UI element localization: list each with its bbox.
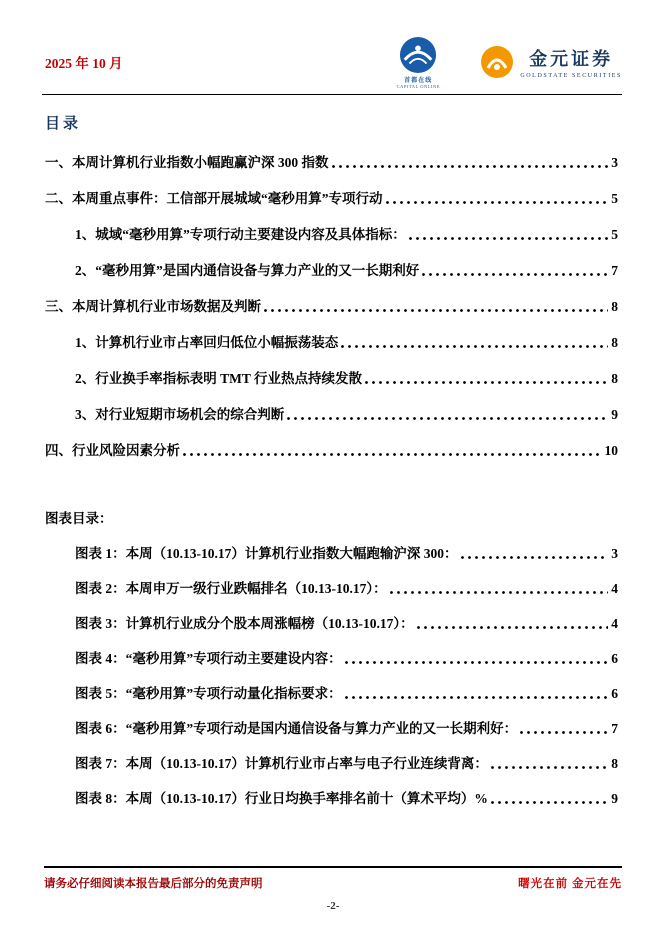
figure-item-row[interactable]: [45, 754, 618, 774]
figure-item-page-number: 8: [611, 756, 618, 771]
toc-item-page-number: 5: [611, 227, 618, 242]
dot-leader: [409, 237, 609, 241]
toc-item-row[interactable]: [45, 369, 618, 389]
figure-item-text: 图表 7：本周（10.13-10.17）计算机行业市占率与电子行业连续背离：: [75, 756, 488, 771]
report-date: 2025 年 10 月: [45, 56, 123, 71]
toc-item-row[interactable]: [45, 297, 618, 317]
toc-item-row[interactable]: [45, 405, 618, 425]
dot-leader: [390, 591, 609, 595]
goldstate-logo-subtext: GOLDSTATE SECURITIES: [520, 73, 622, 79]
toc-item-row[interactable]: [45, 225, 618, 245]
goldstate-securities-logo: [480, 45, 622, 79]
figure-item-row[interactable]: [45, 789, 618, 809]
dot-leader: [461, 556, 609, 560]
figure-item-text: 图表 4：“毫秒用算”专项行动主要建设内容：: [75, 651, 342, 666]
figure-item-text: 图表 2：本周申万一级行业跌幅排名（10.13-10.17）：: [75, 581, 387, 596]
dot-leader: [365, 381, 608, 385]
figure-item-row[interactable]: [45, 579, 618, 599]
figure-item-text: 图表 5：“毫秒用算”专项行动量化指标要求：: [75, 686, 342, 701]
report-footer: [44, 866, 622, 912]
dot-leader: [183, 453, 602, 457]
figure-item-text: 图表 6：“毫秒用算”专项行动是国内通信设备与算力产业的又一长期利好：: [75, 721, 518, 736]
toc-item-row[interactable]: [45, 333, 618, 353]
figure-item-page-number: 4: [611, 581, 618, 596]
figure-item-row[interactable]: [45, 684, 618, 704]
toc-title: 目录: [45, 116, 82, 132]
dot-leader: [386, 201, 609, 205]
dot-leader: [345, 661, 609, 665]
dot-leader: [491, 766, 608, 770]
toc-item-row[interactable]: [45, 189, 618, 209]
figure-item-page-number: 9: [611, 791, 618, 806]
toc-item-page-number: 8: [611, 371, 618, 386]
dot-leader: [332, 165, 609, 169]
figure-item-row[interactable]: [45, 614, 618, 634]
dot-leader: [422, 273, 608, 277]
toc-item-page-number: 3: [611, 155, 618, 170]
dot-leader: [417, 626, 609, 630]
dot-leader: [520, 731, 608, 735]
capital-online-logo-text: 首都在线: [404, 77, 433, 84]
disclaimer-text: 请务必仔细阅读本报告最后部分的免责声明: [44, 878, 263, 890]
logos: [372, 36, 622, 89]
footer-divider: [44, 866, 622, 868]
toc-item-row[interactable]: [45, 441, 618, 461]
toc-item-text: 1、城域“毫秒用算”专项行动主要建设内容及具体指标：: [75, 227, 406, 242]
footer-row: [44, 875, 622, 891]
toc-item-text: 四、行业风险因素分析: [45, 443, 180, 458]
toc-list: [45, 153, 618, 461]
figure-list: [45, 544, 618, 809]
dot-leader: [345, 696, 609, 700]
goldstate-logo-text-block: [520, 45, 622, 79]
figure-item-page-number: 7: [611, 721, 618, 736]
goldstate-emblem-icon: [480, 45, 514, 79]
toc-item-page-number: 8: [611, 299, 618, 314]
toc-item-text: 三、本周计算机行业市场数据及判断: [45, 299, 261, 314]
figure-item-text: 图表 1：本周（10.13-10.17）计算机行业指数大幅跑输沪深 300：: [75, 546, 458, 561]
toc-item-text: 2、“毫秒用算”是国内通信设备与算力产业的又一长期利好: [75, 263, 420, 278]
page-number: -2-: [326, 900, 340, 912]
dot-leader: [264, 309, 608, 313]
figure-item-text: 图表 3：计算机行业成分个股本周涨幅榜（10.13-10.17）：: [75, 616, 414, 631]
report-header: [45, 34, 622, 90]
figure-item-text: 图表 8：本周（10.13-10.17）行业日均换手率排名前十（算术平均）%: [75, 791, 488, 806]
toc-item-text: 2、行业换手率指标表明 TMT 行业热点持续发散: [75, 371, 363, 386]
toc-item-text: 1、计算机行业市占率回归低位小幅振荡装态: [75, 335, 339, 350]
toc-item-page-number: 10: [604, 443, 618, 458]
goldstate-logo-name: 金元证券: [529, 49, 614, 69]
capital-online-logo: [372, 36, 464, 89]
capital-online-emblem-icon: [399, 36, 437, 74]
figure-item-row[interactable]: [45, 544, 618, 564]
figure-item-page-number: 3: [611, 546, 618, 561]
company-slogan: 曙光在前 金元在先: [518, 878, 622, 890]
toc-item-page-number: 9: [611, 407, 618, 422]
dot-leader: [341, 345, 608, 349]
toc-item-page-number: 7: [611, 263, 618, 278]
toc-item-row[interactable]: [45, 153, 618, 173]
figure-item-row[interactable]: [45, 719, 618, 739]
dot-leader: [287, 417, 608, 421]
toc-item-page-number: 5: [611, 191, 618, 206]
figure-item-row[interactable]: [45, 649, 618, 669]
toc-item-text: 一、本周计算机行业指数小幅跑赢沪深 300 指数: [45, 155, 329, 170]
figure-item-page-number: 4: [611, 616, 618, 631]
toc-page-content: [45, 104, 618, 824]
toc-item-text: 3、对行业短期市场机会的综合判断: [75, 407, 285, 422]
dot-leader: [491, 801, 608, 805]
toc-item-row[interactable]: [45, 261, 618, 281]
toc-item-page-number: 8: [611, 335, 618, 350]
header-divider: [42, 94, 622, 95]
figure-item-page-number: 6: [611, 651, 618, 666]
toc-item-text: 二、本周重点事件：工信部开展城域“毫秒用算”专项行动: [45, 191, 383, 206]
figure-toc-title: 图表目录：: [45, 511, 113, 526]
figure-item-page-number: 6: [611, 686, 618, 701]
capital-online-logo-subtext: CAPITAL ONLINE: [396, 83, 440, 89]
